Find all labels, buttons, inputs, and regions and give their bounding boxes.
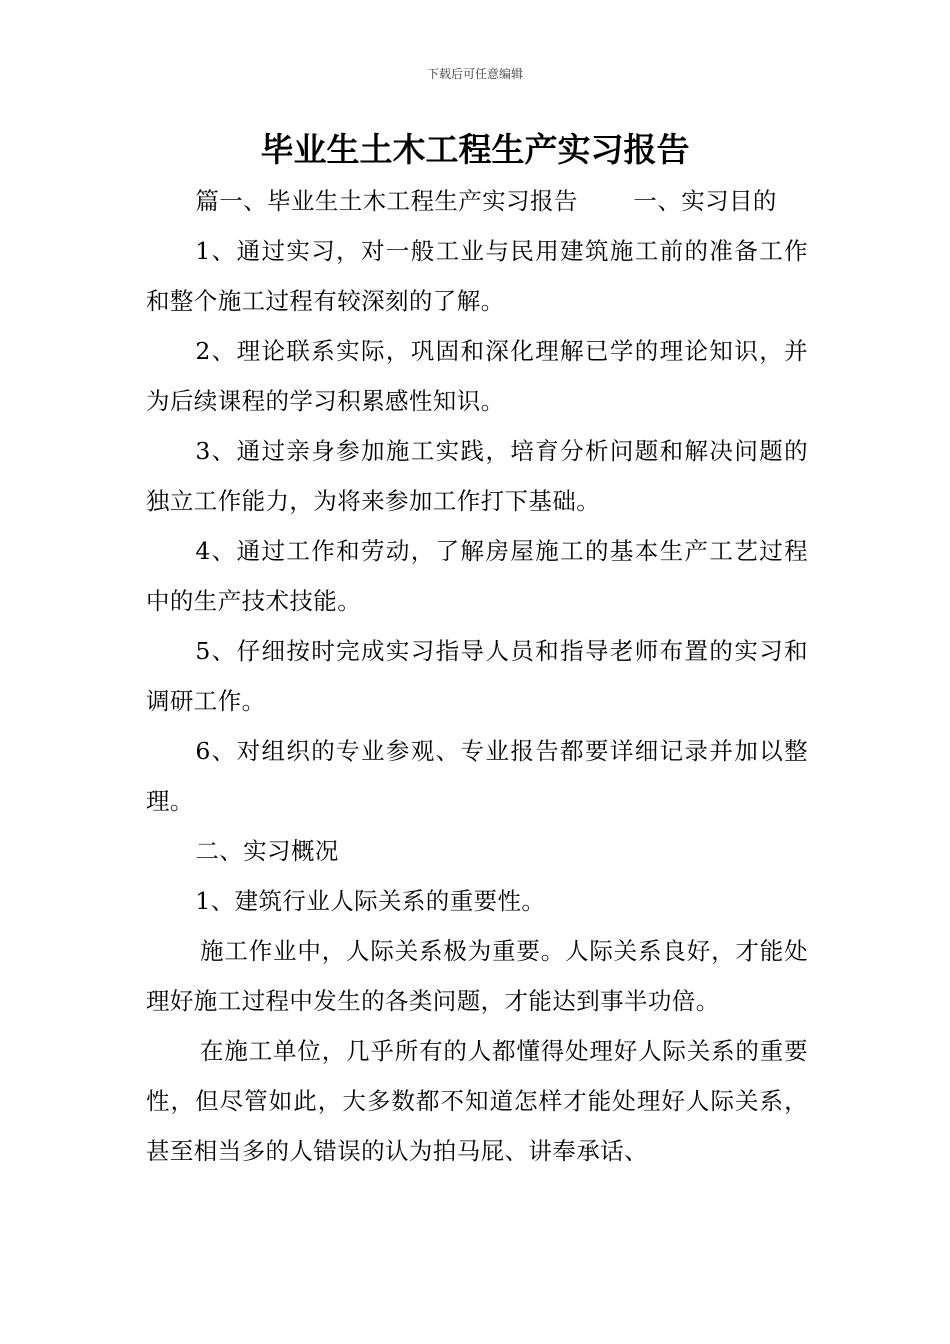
document-title: 毕业生土木工程生产实习报告 (260, 130, 690, 169)
paragraph-goal-6: 6、对组织的专业参观、专业报告都要详细记录并加以整理。 (146, 737, 808, 815)
paragraph-overview-heading: 二、实习概况 (195, 837, 339, 865)
paragraph-goal-5: 5、仔细按时完成实习指导人员和指导老师布置的实习和调研工作。 (146, 637, 808, 715)
paragraph-goal-3: 3、通过亲身参加施工实践，培育分析问题和解决问题的独立工作能力，为将来参加工作打下基础。 (146, 437, 808, 515)
paragraph-overview-item-1: 1、建筑行业人际关系的重要性。 (195, 887, 546, 915)
paragraph-relations-importance: 施工作业中，人际关系极为重要。人际关系良好，才能处理好施工过程中发生的各类问题，才能达到事半功倍。 (146, 937, 808, 1015)
paragraph-relations-practice: 在施工单位，几乎所有的人都懂得处理好人际关系的重要性，但尽管如此，大多数都不知道怎样才能处理好人际关系，甚至相当多的人错误的认为拍马屁、讲奉承话、 (146, 1037, 808, 1165)
paragraph-section-heading: 篇一、毕业生土木工程生产实习报告 一、实习目的 (195, 187, 777, 215)
header-note: 下载后可任意编辑 (426, 67, 523, 81)
document-body (146, 176, 808, 1176)
paragraph-goal-2: 2、理论联系实际，巩固和深化理解已学的理论知识，并为后续课程的学习积累感性知识。 (146, 337, 808, 415)
paragraph-goal-1: 1、通过实习，对一般工业与民用建筑施工前的准备工作和整个施工过程有较深刻的了解。 (146, 237, 808, 315)
paragraph-goal-4: 4、通过工作和劳动，了解房屋施工的基本生产工艺过程中的生产技术技能。 (146, 537, 808, 615)
